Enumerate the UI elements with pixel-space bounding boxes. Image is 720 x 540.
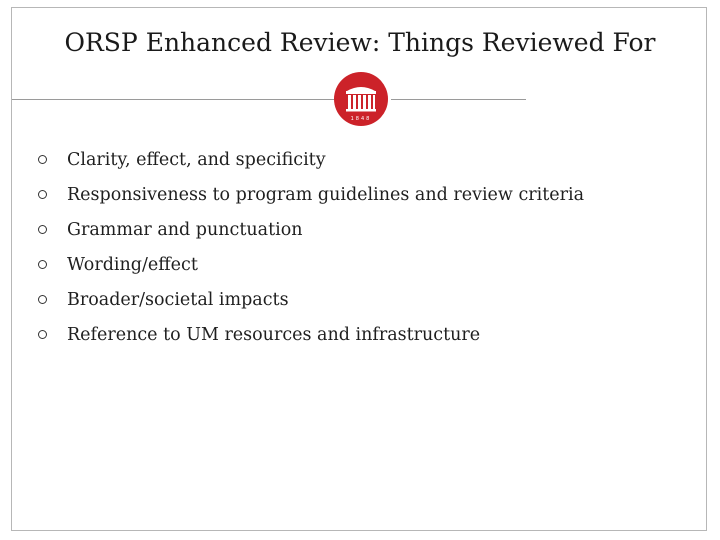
slide-title: ORSP Enhanced Review: Things Reviewed For bbox=[64, 28, 656, 57]
bullet-item bbox=[38, 317, 584, 352]
bullet-text: Wording/effect bbox=[67, 254, 198, 275]
bullet-text: Broader/societal impacts bbox=[67, 289, 289, 310]
university-logo bbox=[333, 68, 389, 130]
circle-bullet-icon bbox=[38, 330, 47, 339]
bullet-item bbox=[38, 177, 584, 212]
bullet-text: Responsiveness to program guidelines and review criteria bbox=[67, 184, 585, 205]
circle-bullet-icon bbox=[38, 295, 47, 304]
bullet-item bbox=[38, 282, 584, 317]
bullet-item bbox=[38, 212, 584, 247]
circle-bullet-icon bbox=[38, 190, 47, 199]
bullet-list bbox=[38, 142, 584, 352]
circle-bullet-icon bbox=[38, 260, 47, 269]
bullet-text: Clarity, effect, and specificity bbox=[67, 149, 326, 170]
title-divider-left bbox=[12, 99, 334, 100]
circle-bullet-icon bbox=[38, 225, 47, 234]
bullet-item bbox=[38, 247, 584, 282]
title-divider-right bbox=[391, 99, 526, 100]
logo-year-text: 1848 bbox=[350, 116, 372, 122]
bullet-item bbox=[38, 142, 584, 177]
bullet-text: Reference to UM resources and infrastructure bbox=[67, 324, 481, 345]
bullet-text: Grammar and punctuation bbox=[67, 219, 303, 240]
circle-bullet-icon bbox=[38, 155, 47, 164]
